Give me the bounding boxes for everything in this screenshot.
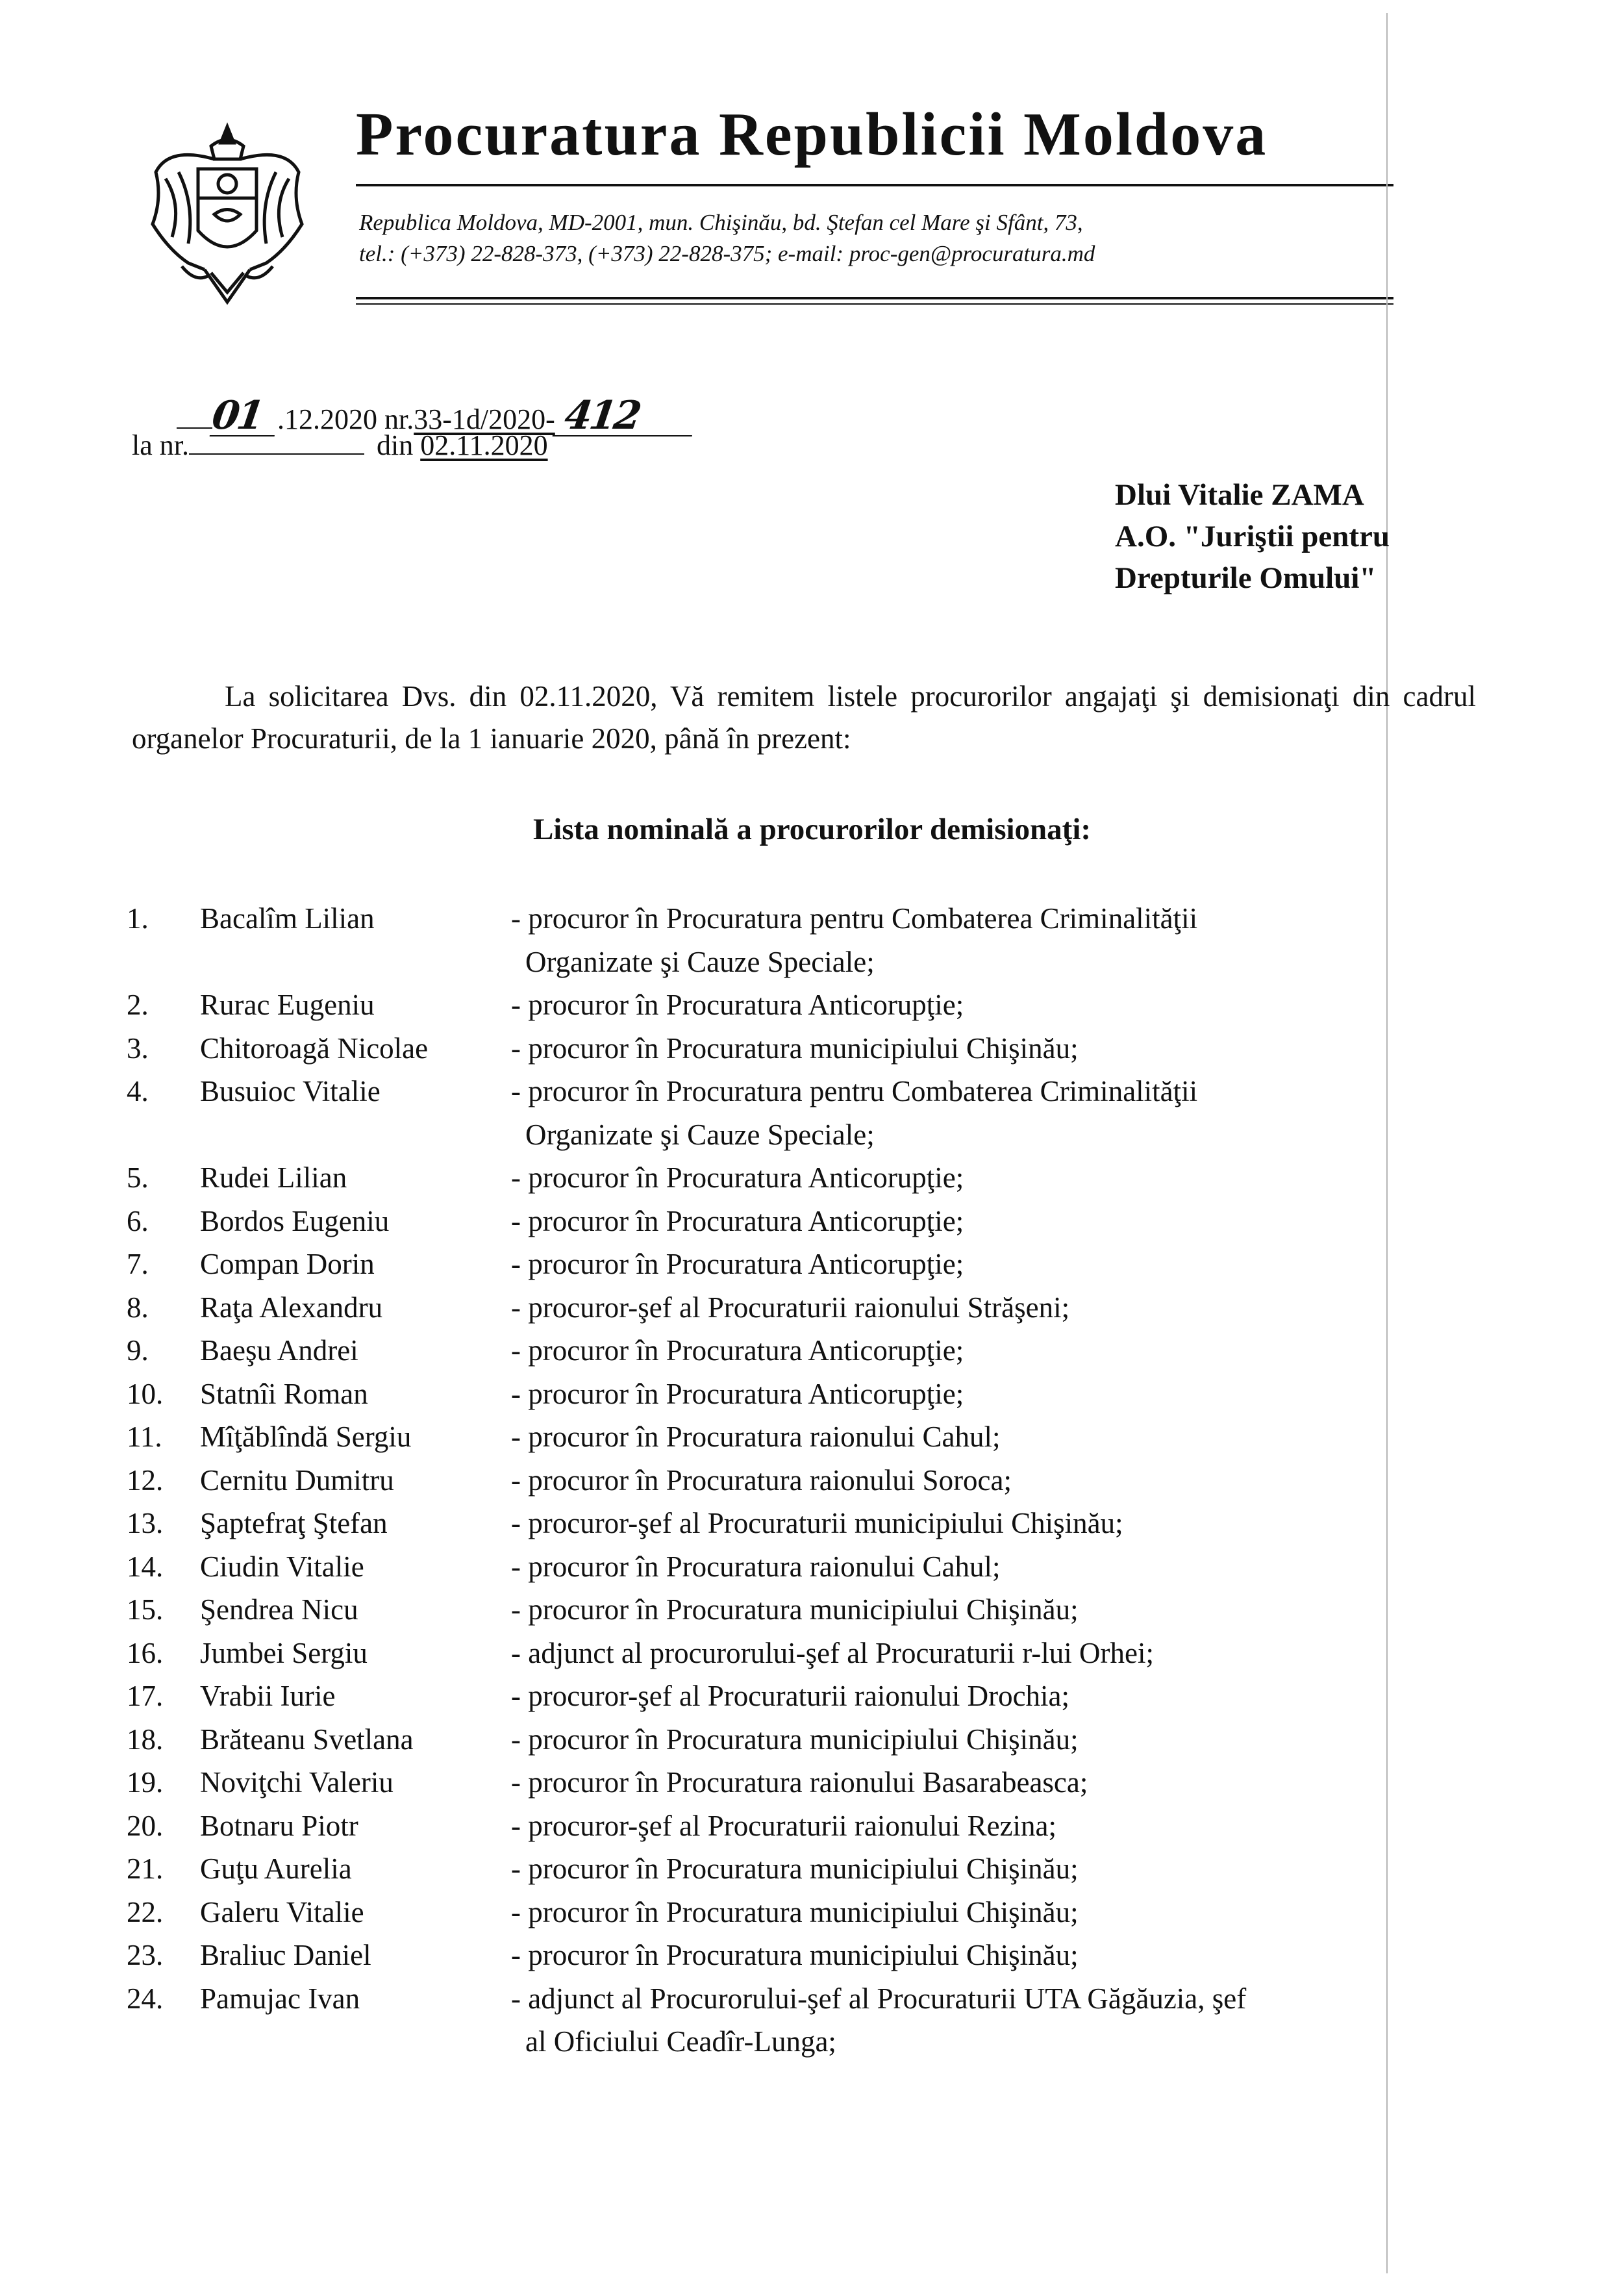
prosecutor-position <box>511 1329 1615 1372</box>
position-line-1: - procuror-şef al Procuraturii raionului Străşeni; <box>511 1291 1070 1324</box>
prosecutor-position <box>511 1415 1615 1459</box>
item-number: 22. <box>127 1895 164 1928</box>
prosecutor-name: Statnîi Roman <box>200 1377 368 1410</box>
prosecutor-name: Noviţchi Valeriu <box>200 1766 394 1799</box>
position-line-1: - procuror în Procuratura Anticorupţie; <box>511 1204 964 1237</box>
position-line-1: - procuror în Procuratura Anticorupţie; <box>511 1334 964 1367</box>
item-number: 8. <box>127 1291 149 1324</box>
prosecutor-position <box>511 1459 1615 1502</box>
state-emblem-icon <box>143 107 312 315</box>
incoming-reference <box>132 431 548 460</box>
position-line-1: - procuror în Procuratura municipiului Chişinău; <box>511 1852 1079 1885</box>
item-number: 3. <box>127 1031 149 1065</box>
reference-date: .12.2020 nr. <box>277 403 414 435</box>
item-number: 24. <box>127 1982 164 2015</box>
prosecutor-position <box>511 1718 1615 1762</box>
prosecutor-position <box>511 1027 1615 1070</box>
position-line-1: - procuror în Procuratura raionului Basarabeasca; <box>511 1766 1088 1799</box>
position-line-2: Organizate şi Cauze Speciale; <box>525 945 875 978</box>
position-line-2: Organizate şi Cauze Speciale; <box>525 1118 875 1151</box>
prosecutor-name: Chitoroagă Nicolae <box>200 1031 429 1065</box>
prosecutor-name: Bordos Eugeniu <box>200 1204 390 1237</box>
position-line-1: - procuror în Procuratura Anticorupţie; <box>511 1248 964 1280</box>
reference-number: 33-1d/2020- <box>414 403 555 435</box>
prosecutor-name: Galeru Vitalie <box>200 1895 364 1928</box>
prosecutor-name: Busuioc Vitalie <box>200 1075 381 1107</box>
prosecutor-name: Cernitu Dumitru <box>200 1463 394 1497</box>
prosecutor-position <box>511 1372 1615 1416</box>
position-line-2: al Oficiului Ceadîr-Lunga; <box>525 2025 836 2058</box>
item-number: 21. <box>127 1852 164 1885</box>
item-number: 4. <box>127 1075 149 1107</box>
handwritten-number: 412 <box>552 396 697 436</box>
prosecutor-name: Pamujac Ivan <box>200 1982 360 2015</box>
item-number: 2. <box>127 989 149 1021</box>
position-line-1: - procuror în Procuratura raionului Cahul; <box>511 1550 1001 1583</box>
prosecutor-position <box>511 1200 1615 1243</box>
header-rule-top <box>356 184 1393 186</box>
prosecutor-name: Şendrea Nicu <box>200 1593 358 1626</box>
prosecutor-name: Botnaru Piotr <box>200 1809 358 1842</box>
prosecutor-name: Rurac Eugeniu <box>200 989 375 1021</box>
prosecutor-position <box>511 1977 1615 2064</box>
position-line-1: - procuror în Procuratura municipiului Chişinău; <box>511 1031 1079 1065</box>
position-line-1: - procuror în Procuratura Anticorupţie; <box>511 989 964 1021</box>
prosecutor-name: Guţu Aurelia <box>200 1852 352 1885</box>
prosecutor-position <box>511 1243 1615 1286</box>
recipient-name: Dlui Vitalie ZAMA <box>1115 478 1364 512</box>
position-line-1: - procuror în Procuratura pentru Combaterea Criminalităţii <box>511 1075 1198 1107</box>
prosecutor-position <box>511 1070 1615 1156</box>
item-number: 15. <box>127 1593 164 1626</box>
item-number: 23. <box>127 1939 164 1971</box>
address-line-2: tel.: (+373) 22-828-373, (+373) 22-828-375; e-mail: proc-gen@procuratura.md <box>359 241 1095 266</box>
reply-number-blank <box>189 453 364 455</box>
prosecutor-position <box>511 1891 1615 1934</box>
prosecutor-name: Rudei Lilian <box>200 1161 347 1194</box>
item-number: 7. <box>127 1248 149 1280</box>
position-line-1: - procuror în Procuratura municipiului Chişinău; <box>511 1593 1079 1626</box>
intro-paragraph <box>132 676 1476 760</box>
position-line-1: - procuror în Procuratura Anticorupţie; <box>511 1161 964 1194</box>
recipient-block <box>1115 474 1390 599</box>
prosecutor-position <box>511 1804 1615 1848</box>
prosecutor-position <box>511 1286 1615 1330</box>
day-blank <box>177 427 212 429</box>
item-number: 20. <box>127 1809 164 1842</box>
position-line-1: - procuror în Procuratura municipiului Chişinău; <box>511 1895 1079 1928</box>
prosecutor-name: Baeşu Andrei <box>200 1334 358 1367</box>
position-line-1: - procuror în Procuratura pentru Combaterea Criminalităţii <box>511 902 1198 935</box>
prosecutor-name: Ciudin Vitalie <box>200 1550 364 1583</box>
prosecutor-position <box>511 1632 1615 1675</box>
list-title: Lista nominală a procurorilor demisionaţi: <box>532 813 1092 846</box>
position-line-1: - procuror în Procuratura municipiului Chişinău; <box>511 1939 1079 1971</box>
prosecutor-name: Compan Dorin <box>200 1248 375 1280</box>
position-line-1: - procuror în Procuratura raionului Cahul; <box>511 1421 1001 1453</box>
prosecutor-position <box>511 1502 1615 1545</box>
prosecutor-name: Braliuc Daniel <box>200 1939 371 1971</box>
position-line-1: - adjunct al procurorului-şef al Procuraturii r-lui Orhei; <box>511 1636 1154 1669</box>
organization-title: Procuratura Republicii Moldova <box>356 101 1268 168</box>
prosecutor-position <box>511 1588 1615 1632</box>
recipient-org-line2: Drepturile Omului" <box>1115 561 1377 595</box>
address-line-1: Republica Moldova, MD-2001, mun. Chişinău, bd. Ştefan cel Mare şi Sfânt, 73, <box>359 210 1083 235</box>
position-line-1: - procuror-şef al Procuraturii municipiului Chişinău; <box>511 1507 1123 1539</box>
reply-date: 02.11.2020 <box>420 429 548 461</box>
prosecutor-name: Vrabii Iurie <box>200 1680 336 1712</box>
prosecutor-position <box>511 983 1615 1027</box>
item-number: 10. <box>127 1377 164 1410</box>
reply-to-label: la nr. <box>132 429 189 461</box>
item-number: 14. <box>127 1550 164 1583</box>
position-line-1: - procuror-şef al Procuraturii raionului Rezina; <box>511 1809 1057 1842</box>
prosecutor-position <box>511 1934 1615 1977</box>
item-number: 12. <box>127 1463 164 1497</box>
item-number: 11. <box>127 1421 162 1453</box>
item-number: 19. <box>127 1766 164 1799</box>
item-number: 6. <box>127 1204 149 1237</box>
position-line-1: - procuror în Procuratura municipiului Chişinău; <box>511 1723 1079 1756</box>
reply-from-label: din <box>376 429 421 461</box>
prosecutor-name: Raţa Alexandru <box>200 1291 383 1324</box>
item-number: 16. <box>127 1636 164 1669</box>
handwritten-day: 01 <box>210 396 281 436</box>
prosecutor-position <box>511 1545 1615 1589</box>
position-line-1: - procuror în Procuratura raionului Soroca; <box>511 1463 1012 1497</box>
item-number: 17. <box>127 1680 164 1712</box>
header-rule-double-1 <box>356 297 1393 299</box>
position-line-1: - adjunct al Procurorului-şef al Procuraturii UTA Găgăuzia, şef <box>511 1982 1247 2015</box>
position-line-1: - procuror în Procuratura Anticorupţie; <box>511 1377 964 1410</box>
prosecutor-name: Mîţăblîndă Sergiu <box>200 1421 412 1453</box>
prosecutor-position <box>511 1674 1615 1718</box>
item-number: 13. <box>127 1507 164 1539</box>
item-number: 1. <box>127 902 149 935</box>
header-rule-double-2 <box>356 303 1393 305</box>
prosecutor-name: Bacalîm Lilian <box>200 902 375 935</box>
prosecutor-position <box>511 897 1615 983</box>
prosecutor-position <box>511 1761 1615 1804</box>
item-number: 5. <box>127 1161 149 1194</box>
item-number: 18. <box>127 1723 164 1756</box>
intro-text: La solicitarea Dvs. din 02.11.2020, Vă remitem listele procurorilor angajaţi şi demisionaţi din cadrul organelor Procuraturii, de la 1 ianuarie 2020, până în prezent: <box>132 680 1476 755</box>
prosecutor-name: Jumbei Sergiu <box>200 1636 368 1669</box>
recipient-org-line1: A.O. "Juriştii pentru <box>1115 520 1390 553</box>
position-line-1: - procuror-şef al Procuraturii raionului Drochia; <box>511 1680 1070 1712</box>
prosecutor-position <box>511 1156 1615 1200</box>
prosecutor-name: Brăteanu Svetlana <box>200 1723 414 1756</box>
prosecutor-position <box>511 1847 1615 1891</box>
prosecutor-name: Şaptefraţ Ştefan <box>200 1507 388 1539</box>
item-number: 9. <box>127 1334 149 1367</box>
